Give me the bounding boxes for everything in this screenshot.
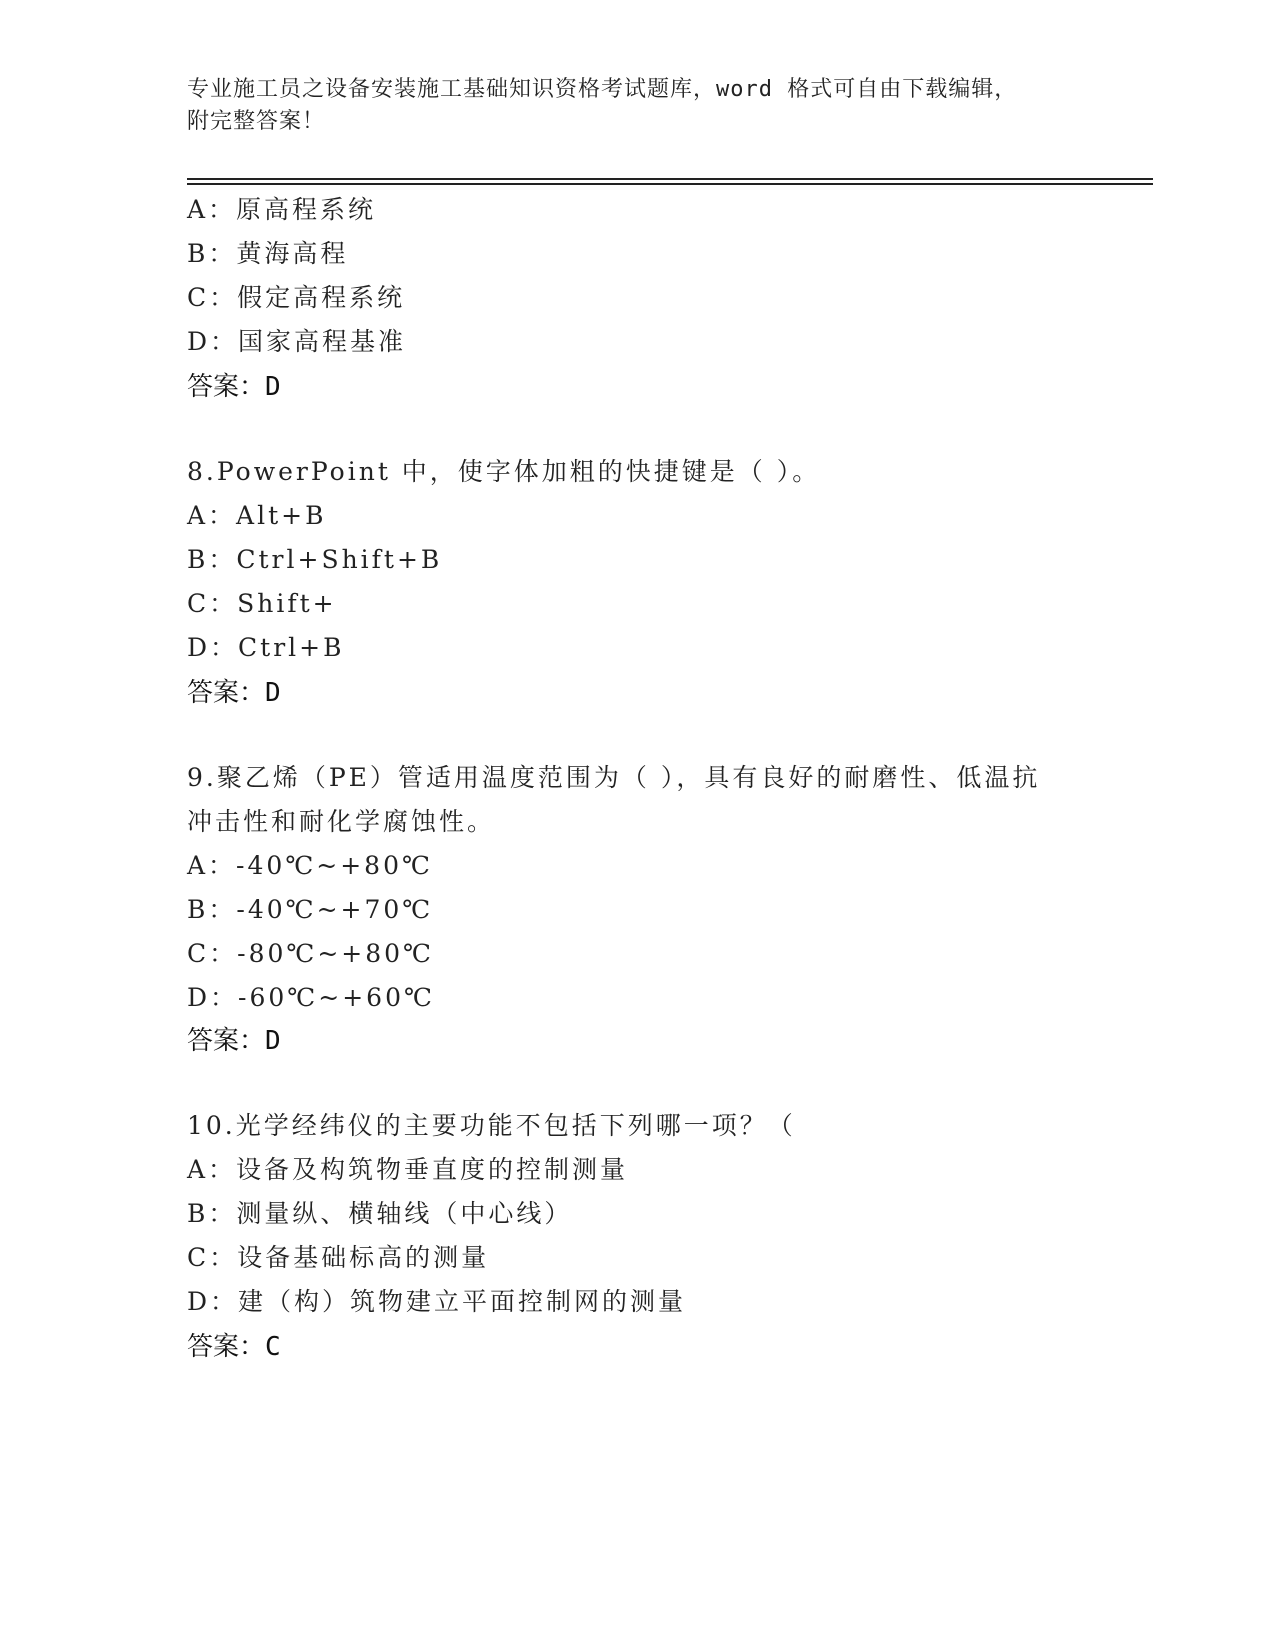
q10-option-d: D：建（构）筑物建立平面控制网的测量	[187, 1287, 687, 1316]
q8-answer	[187, 672, 281, 709]
answer-label: 答案：	[187, 372, 266, 402]
answer-value: D	[265, 1026, 281, 1056]
answer-value: C	[265, 1332, 281, 1362]
q9-option-b: B：-40℃~+70℃	[187, 895, 434, 924]
q8-option-a: A：Alt+B	[187, 501, 327, 530]
q10-option-b: B：测量纵、横轴线（中心线）	[187, 1199, 573, 1228]
answer-label: 答案：	[187, 1026, 266, 1056]
q8-question: 8.PowerPoint 中，使字体加粗的快捷键是（ ）。	[187, 457, 821, 486]
header-divider-bottom	[187, 183, 1153, 185]
q10-option-c: C：设备基础标高的测量	[187, 1243, 490, 1272]
q8-option-c: C：Shift+	[187, 589, 337, 618]
q9-answer	[187, 1020, 281, 1057]
answer-value: D	[265, 372, 281, 402]
q10-answer	[187, 1326, 281, 1363]
header-line-2: 附完整答案！	[187, 109, 326, 134]
answer-label: 答案：	[187, 678, 266, 708]
q10-option-a: A：设备及构筑物垂直度的控制测量	[187, 1155, 629, 1184]
header-line-1: 专业施工员之设备安装施工基础知识资格考试题库，word 格式可自由下载编辑，	[187, 77, 1018, 102]
q9-question-line-1: 9.聚乙烯（PE）管适用温度范围为（ ），具有良好的耐磨性、低温抗	[187, 763, 1041, 792]
answer-label: 答案：	[187, 1332, 266, 1362]
q9-option-c: C：-80℃~+80℃	[187, 939, 435, 968]
q7-option-a: A：原高程系统	[187, 195, 377, 224]
q9-option-d: D：-60℃~+60℃	[187, 983, 435, 1012]
q7-answer	[187, 366, 281, 403]
q8-option-b: B：Ctrl+Shift+B	[187, 545, 443, 574]
document-header	[187, 74, 1087, 138]
q8-option-d: D：Ctrl+B	[187, 633, 345, 662]
q7-option-d: D：国家高程基准	[187, 327, 407, 356]
q9-question-line-2: 冲击性和耐化学腐蚀性。	[187, 807, 496, 836]
header-divider-top	[187, 178, 1153, 180]
answer-value: D	[265, 678, 281, 708]
q7-option-c: C：假定高程系统	[187, 283, 406, 312]
q7-option-b: B：黄海高程	[187, 239, 349, 268]
q10-question: 10.光学经纬仪的主要功能不包括下列哪一项？（	[187, 1111, 796, 1140]
q9-option-a: A：-40℃~+80℃	[187, 851, 433, 880]
